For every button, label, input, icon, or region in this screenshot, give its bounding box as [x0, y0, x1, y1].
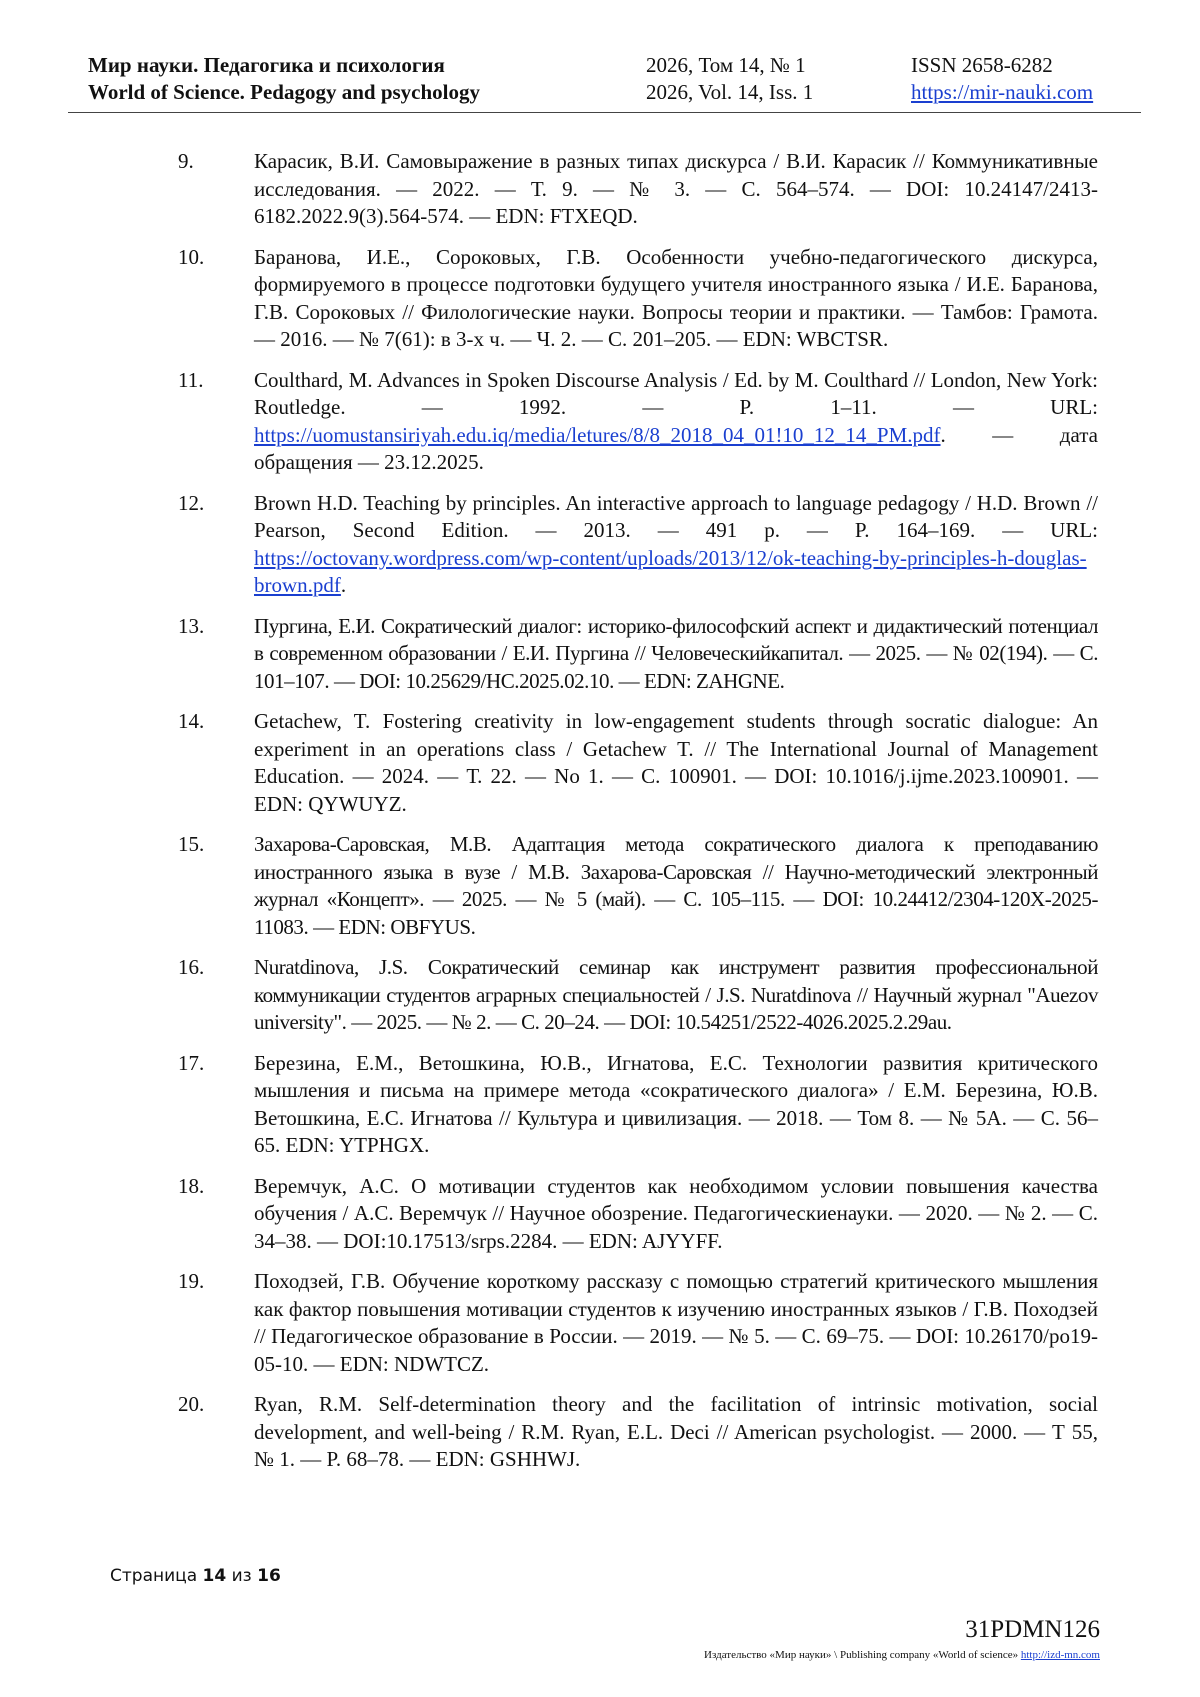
publisher-name: Издательство «Мир науки» \ Publishing company «World of science»: [704, 1649, 1019, 1661]
reference-text: Захарова-Саровская, М.В. Адаптация метода сократического диалога к преподаванию иностранного языка в вузе / М.В. Захарова-Саровская // Научно-методический электронный журнал «Концепт». — 2025. — № 5 (май). — С. 105–115. — DOI: 10.24412/2304-120X-2025-11083. — EDN: OBFYUS.: [254, 832, 1098, 939]
reference-text-block: [254, 367, 1098, 477]
reference-item: [178, 613, 1098, 696]
reference-number: 20.: [178, 1392, 205, 1416]
reference-item: [178, 1391, 1098, 1474]
reference-item: [178, 1173, 1098, 1256]
reference-number: 15.: [178, 832, 205, 856]
issn: ISSN 2658-6282: [911, 53, 1053, 77]
page-label: Страница: [110, 1566, 198, 1586]
reference-item: [178, 954, 1098, 1037]
reference-text: Баранова, И.Е., Сороковых, Г.В. Особенности учебно-педагогического дискурса, формируемого в процессе подготовки будущего учителя иностранного языка / И.Е. Баранова, Г.В. Сороковых // Филологические науки. Вопросы теории и практики. — Тамбов: Грамота. — 2016. — № 7(61): в 3-х ч. — Ч. 2. — С. 201–205. — EDN: WBCTSR.: [254, 244, 1098, 351]
reference-list: [178, 148, 1098, 1487]
reference-text: Карасик, В.И. Самовыражение в разных типах дискурса / В.И. Карасик // Коммуникативные исследования. — 2022. — Т. 9. — № 3. — С. 564–574. — DOI: 10.24147/2413-6182.2022.9(3).564-574. — EDN: FTXEQD.: [254, 149, 1098, 228]
reference-text-after: .: [340, 573, 347, 597]
reference-url-link[interactable]: https://octovany.wordpress.com/wp-content/uploads/2013/12/ok-teaching-by-principles-h-douglas-brown.pdf: [254, 545, 1087, 597]
reference-number: 13.: [178, 613, 205, 638]
reference-text: Березина, Е.М., Ветошкина, Ю.В., Игнатова, Е.С. Технологии развития критического мышления и письма на примере метода «сократического диалога» / Е.М. Березина, Ю.В. Ветошкина, Е.С. Игнатова // Культура и цивилизация. — 2018. — Том 8. — № 5А. — С. 56–65. EDN: YTPHGX.: [254, 1050, 1098, 1157]
page-current: 14: [202, 1566, 227, 1586]
reference-item: [178, 708, 1098, 818]
journal-url-link[interactable]: https://mir-nauki.com: [911, 80, 1094, 104]
reference-text: Nuratdinova, J.S. Сократический семинар как инструмент развития профессиональной коммуникации студентов аграрных специальностей / J.S. Nuratdinova // Научный журнал "Auezov university". — 2025. — № 2. — С. 20–24. — DOI: 10.54251/2522-4026.2025.2.29au.: [254, 955, 1098, 1034]
reference-number: 9.: [178, 149, 194, 173]
reference-text: Пургина, Е.И. Сократический диалог: историко-философский аспект и дидактический потенциал в современном образовании / Е.И. Пургина // Человеческийкапитал. — 2025. — № 02(194). — С. 101–107. — DOI: 10.25629/HC.2025.02.10. — EDN: ZAHGNE.: [254, 613, 1098, 693]
reference-number: 10.: [178, 244, 205, 269]
page-of: из: [231, 1566, 252, 1586]
journal-title-en: World of Science. Pedagogy and psychology: [88, 80, 481, 104]
reference-item: [178, 148, 1098, 231]
reference-text: Походзей, Г.В. Обучение короткому рассказу с помощью стратегий критического мышления как фактор повышения мотивации студентов к изучению иностранных языков / Г.В. Походзей // Педагогическое образование в России. — 2019. — № 5. — С. 69–75. — DOI: 10.26170/po19-05-10. — EDN: NDWTCZ.: [254, 1269, 1098, 1376]
reference-number: 12.: [178, 490, 205, 515]
header-row-en: [88, 79, 1138, 106]
reference-text: Brown H.D. Teaching by principles. An interactive approach to language pedagogy / H.D. Brown // Pearson, Second Edition. — 2013. — 491 p. — P. 164–169. — URL:: [254, 490, 1098, 542]
reference-number: 14.: [178, 709, 205, 733]
reference-item: [178, 367, 1098, 477]
reference-number: 18.: [178, 1173, 205, 1198]
reference-text: Coulthard, M. Advances in Spoken Discourse Analysis / Ed. by M. Coulthard // London, New York: Routledge. — 1992. — P. 1–11. — URL:: [254, 367, 1098, 419]
page-header: [88, 52, 1138, 106]
header-divider: [68, 112, 1141, 113]
publisher-line: [704, 1649, 1100, 1661]
reference-number: 19.: [178, 1269, 205, 1293]
reference-text-after: . — дата обращения — 23.12.2025.: [254, 422, 1098, 474]
reference-number: 16.: [178, 955, 205, 979]
issue-ru: 2026, Том 14, № 1: [646, 53, 806, 77]
reference-item: [178, 831, 1098, 941]
page-number: [110, 1566, 281, 1586]
page-total: 16: [257, 1566, 281, 1586]
reference-text: Ryan, R.M. Self-determination theory and the facilitation of intrinsic motivation, social development, and well-being / R.M. Ryan, E.L. Deci // American psychologist. — 2000. — Т 55, № 1. — P. 68–78. — EDN: GSHHWJ.: [254, 1392, 1098, 1471]
journal-title-ru: Мир науки. Педагогика и психология: [88, 53, 445, 77]
reference-item: [178, 244, 1098, 354]
reference-item: [178, 1268, 1098, 1378]
reference-text: Веремчук, А.С. О мотивации студентов как необходимом условии повышения качества обучения / А.С. Веремчук // Научное обозрение. Педагогическиенауки. — 2020. — № 2. — С. 34–38. — DOI:10.17513/srps.2284. — EDN: AJYYFF.: [254, 1173, 1098, 1253]
header-row-ru: [88, 52, 1138, 79]
reference-url-link[interactable]: https://uomustansiriyah.edu.iq/media/letures/8/8_2018_04_01!10_12_14_PM.pdf: [254, 422, 941, 447]
reference-number: 11.: [178, 367, 204, 392]
article-code: 31PDMN126: [965, 1616, 1100, 1643]
reference-number: 17.: [178, 1050, 205, 1075]
reference-item: [178, 490, 1098, 600]
reference-item: [178, 1050, 1098, 1160]
publisher-url-link[interactable]: http://izd-mn.com: [1020, 1649, 1100, 1661]
reference-text: Getachew, T. Fostering creativity in low-engagement students through socratic dialogue: An experiment in an operations class / Getachew T. // The International Journal of Management Education. — 2024. — Т. 22. — No 1. — С. 100901. — DOI: 10.1016/j.ijme.2023.100901. — EDN: QYWUYZ.: [254, 709, 1098, 816]
reference-text-block: [254, 490, 1098, 600]
issue-en: 2026, Vol. 14, Iss. 1: [646, 80, 814, 104]
